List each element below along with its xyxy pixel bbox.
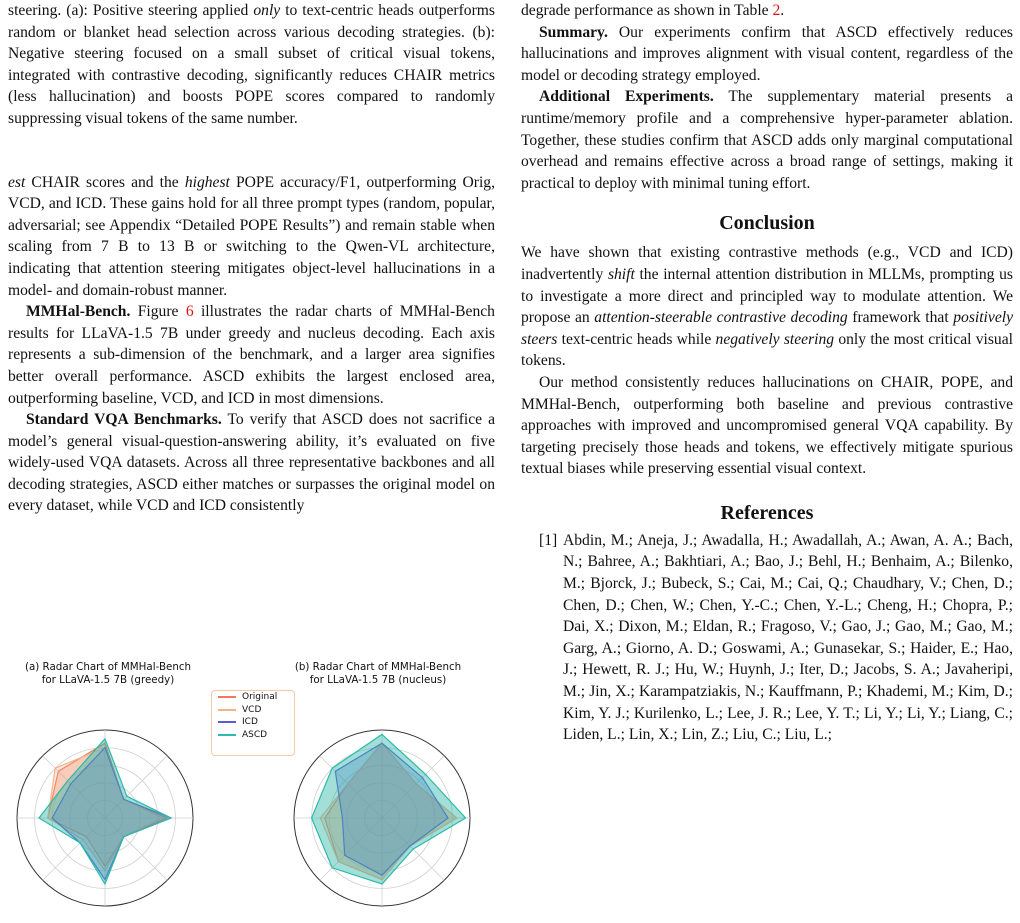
mmhal-heading: MMHal-Bench. (26, 303, 131, 321)
vqa-heading: Standard VQA Benchmarks. (26, 411, 222, 429)
reference-item (521, 530, 1013, 746)
summary-paragraph (521, 22, 1013, 87)
vqa-text: To verify that ASCD does not sacrifice a model’s general visual-question-answering ability, it’s evaluated on five widely-used VQA datasets. Across all three representative backbones and all decoding strategies, ASCD either matches or surpasses the original model on every dataset, while VCD and ICD consistently (8, 411, 495, 515)
summary-heading: Summary. (539, 23, 608, 41)
legend-label: Original (242, 692, 278, 703)
legend-item-ascd (212, 729, 294, 742)
conc-text-4: text-centric heads while (557, 330, 716, 348)
reference-number: [1] (539, 531, 558, 549)
figure-ref-link[interactable]: 6 (185, 303, 194, 321)
caption-emphasis: only (253, 2, 281, 19)
table-ref-paragraph (521, 0, 1013, 22)
conc-emph-2: attention-steerable contrastive decoding (594, 309, 848, 327)
pope-text-2: POPE accuracy/F1, outperforming Orig, VCD, and ICD. These gains hold for all three prompt types (random, popular, adversarial; see Appendix “Detailed POPE Results”) and remain stable when scaling from 7 B to 13 B or switching to the Qwen-VL architecture, indicating that attention steering mitigates object-level hallucinations in a model- and domain-robust manner. (8, 173, 495, 299)
table-ref-link[interactable]: 2 (772, 2, 781, 19)
mmhal-text-2: illustrates the radar charts of MMHal-Bench results for LLaVA-1.5 7B under greedy and nucleus decoding. Each axis represents a sub-dimension of the benchmark, and a larger area signifies better overall performance. ASCD exhibits the largest enclosed area, outperforming baseline, VCD, and ICD in most dimensions. (8, 303, 495, 407)
conclusion-paragraph-2: Our method consistently reduces hallucinations on CHAIR, POPE, and MMHal-Bench, outperforming both baseline and previous contrastive approaches with improved and uncompromised general VQA capability. By targeting precisely those heads and tokens, we effectively mitigate spurious textual biases while preserving essential visual context. (521, 373, 1013, 478)
conclusion-paragraph-1 (521, 242, 1013, 372)
additional-experiments-paragraph (521, 86, 1013, 194)
radar-chart-b (275, 683, 485, 923)
conclusion-heading: Conclusion (719, 212, 815, 235)
reference-text: Abdin, M.; Aneja, J.; Awadalla, H.; Awadallah, A.; Awan, A. A.; Bach, N.; Bahree, A.; Bakhtiari, A.; Bao, J.; Behl, H.; Benhaim, A.; Bilenko, M.; Bjorck, J.; Bubeck, S.; Cai, M.; Cai, Q.; Chaudhary, V.; Chen, D.; Chen, D.; Chen, W.; Chen, Y.-C.; Chen, Y.-L.; Cheng, H.; Chopra, P.; Dai, X.; Dixon, M.; Eldan, R.; Fragoso, V.; Gao, J.; Gao, M.; Gao, M.; Garg, A.; Giorno, A. D.; Goswami, A.; Gunasekar, S.; Haider, E.; Hao, J.; Hewett, R. J.; Hu, W.; Huynh, J.; Iter, D.; Jacobs, S. A.; Javaheripi, M.; Jin, X.; Karampatziakis, N.; Kauffmann, P.; Khademi, M.; Kim, D.; Kim, Y. J.; Kurilenko, L.; Lee, J. R.; Lee, Y. T.; Li, Y.; Li, Y.; Liang, C.; Liden, L.; Lin, X.; Lin, Z.; Liu, C.; Liu, L.; (563, 531, 1013, 744)
conc-emph-4: negatively steering (715, 330, 835, 348)
legend-swatch (218, 734, 236, 736)
summary-text: Our experiments confirm that ASCD effectively reduces hallucinations and improves alignment with visual content, regardless of the model or decoding strategy employed. (521, 23, 1013, 84)
top-text-end: . (780, 2, 785, 19)
chart-b-title: (b) Radar Chart of MMHal-Bench for LLaVA-1.5 7B (nucleus) (294, 661, 462, 686)
references-heading: References (720, 501, 814, 524)
caption-text: steering. (a): Positive steering applied (8, 2, 254, 19)
top-text: degrade performance as shown in Table (521, 2, 773, 19)
caption-text-rest: to text-centric heads outperforms random or blanket head selection across various decoding strategies. (b): Negative steering focused on a small subset of critical visual tokens, integrated with contrastive decoding, significantly reduces CHAIR metrics (less hallucination) and boosts POPE scores compared to randomly suppressing visual tokens of the same number. (8, 2, 495, 127)
figure-caption-continuation (8, 0, 495, 130)
pope-results-paragraph (8, 172, 495, 302)
mmhal-paragraph (8, 301, 495, 409)
additional-heading: Additional Experiments. (539, 88, 714, 106)
legend-swatch (218, 721, 236, 723)
legend-label: ICD (242, 717, 258, 728)
radar-chart-a (8, 683, 218, 923)
conc-emph-1: shift (607, 265, 635, 283)
conc-text-3: framework that (847, 309, 954, 327)
right-column (521, 0, 1013, 746)
conc-text-1: We have shown that existing contrastive methods (e.g., VCD and ICD) inadvertently (521, 244, 1013, 283)
radar-series-ascd (312, 734, 466, 884)
radar-series-ascd (39, 739, 171, 884)
conc-emph-3: positively steers (521, 309, 1013, 348)
radar-figure (8, 650, 495, 923)
mmhal-text-1: Figure (130, 303, 186, 321)
pope-emphasis-1: est (8, 173, 26, 191)
chart-a-title: (a) Radar Chart of MMHal-Bench for LLaVA-1.5 7B (greedy) (24, 661, 192, 686)
chart-legend (211, 690, 295, 756)
pope-text-1: CHAIR scores and the (25, 173, 185, 191)
legend-swatch (218, 709, 236, 711)
legend-swatch (218, 696, 236, 698)
left-column (8, 0, 495, 517)
legend-item-icd (212, 716, 294, 729)
vqa-paragraph (8, 409, 495, 517)
conc-text-2: the internal attention distribution in MLLMs, prompting us to investigate a more direct and principled way to modulate attention. We propose an (521, 265, 1013, 327)
legend-item-original (212, 691, 294, 704)
legend-item-vcd (212, 704, 294, 717)
legend-label: VCD (242, 704, 262, 715)
additional-text: The supplementary material presents a runtime/memory profile and a comprehensive hyper-parameter ablation. Together, these studies confirm that ASCD adds only marginal computational overhead and remains effective across a broad range of settings, making it practical to deploy with minimal tuning effort. (521, 88, 1013, 192)
pope-emphasis-2: highest (184, 173, 230, 191)
conc-text-5: only the most critical visual tokens. (521, 330, 1013, 370)
legend-label: ASCD (242, 729, 268, 740)
